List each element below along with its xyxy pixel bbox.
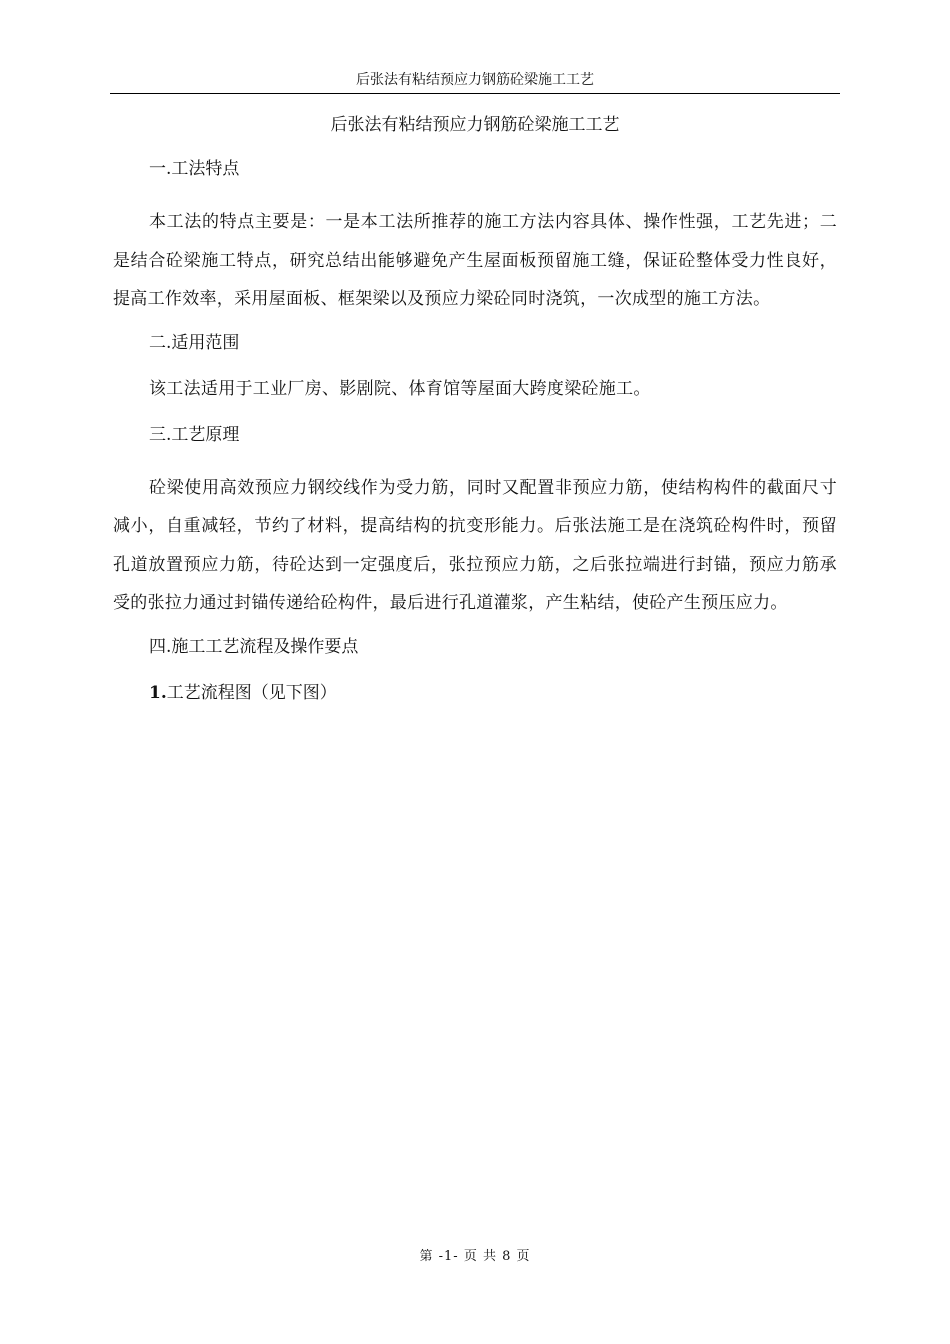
section-heading-principle: 三.工艺原理 [149, 424, 240, 445]
header-rule [110, 93, 840, 94]
section-heading-process: 四.施工工艺流程及操作要点 [149, 636, 359, 657]
running-header-title: 后张法有粘结预应力钢筋砼梁施工工艺 [356, 72, 594, 88]
page-number-footer: 第 -1- 页 共 8 页 [419, 1249, 531, 1264]
document-title: 后张法有粘结预应力钢筋砼梁施工工艺 [330, 115, 620, 135]
subsection-number: 1. [149, 682, 167, 703]
section-body-features: 本工法的特点主要是：一是本工法所推荐的施工方法内容具体、操作性强，工艺先进；二是结合砼梁施工特点，研究总结出能够避免产生屋面板预留施工缝，保证砼整体受力性良好，提高工作效率，采用屋面板、框架梁以及预应力梁砼同时浇筑，一次成型的施工方法。 [113, 212, 837, 309]
section-body-scope: 该工法适用于工业厂房、影剧院、体育馆等屋面大跨度梁砼施工。 [149, 378, 651, 399]
subsection-text: 工艺流程图（见下图） [166, 682, 337, 703]
section-heading-scope: 二.适用范围 [149, 332, 240, 353]
subsection-flowchart [113, 681, 837, 705]
section-body-principle: 砼梁使用高效预应力钢绞线作为受力筋，同时又配置非预应力筋，使结构构件的截面尺寸减小，自重减轻，节约了材料，提高结构的抗变形能力。后张法施工是在浇筑砼构件时，预留孔道放置预应力筋，待砼达到一定强度后，张拉预应力筋，之后张拉端进行封锚，预应力筋承受的张拉力通过封锚传递给砼构件，最后进行孔道灌浆，产生粘结，使砼产生预压应力。 [113, 477, 837, 613]
section-heading-features: 一.工法特点 [149, 159, 240, 179]
document-body [113, 113, 837, 705]
